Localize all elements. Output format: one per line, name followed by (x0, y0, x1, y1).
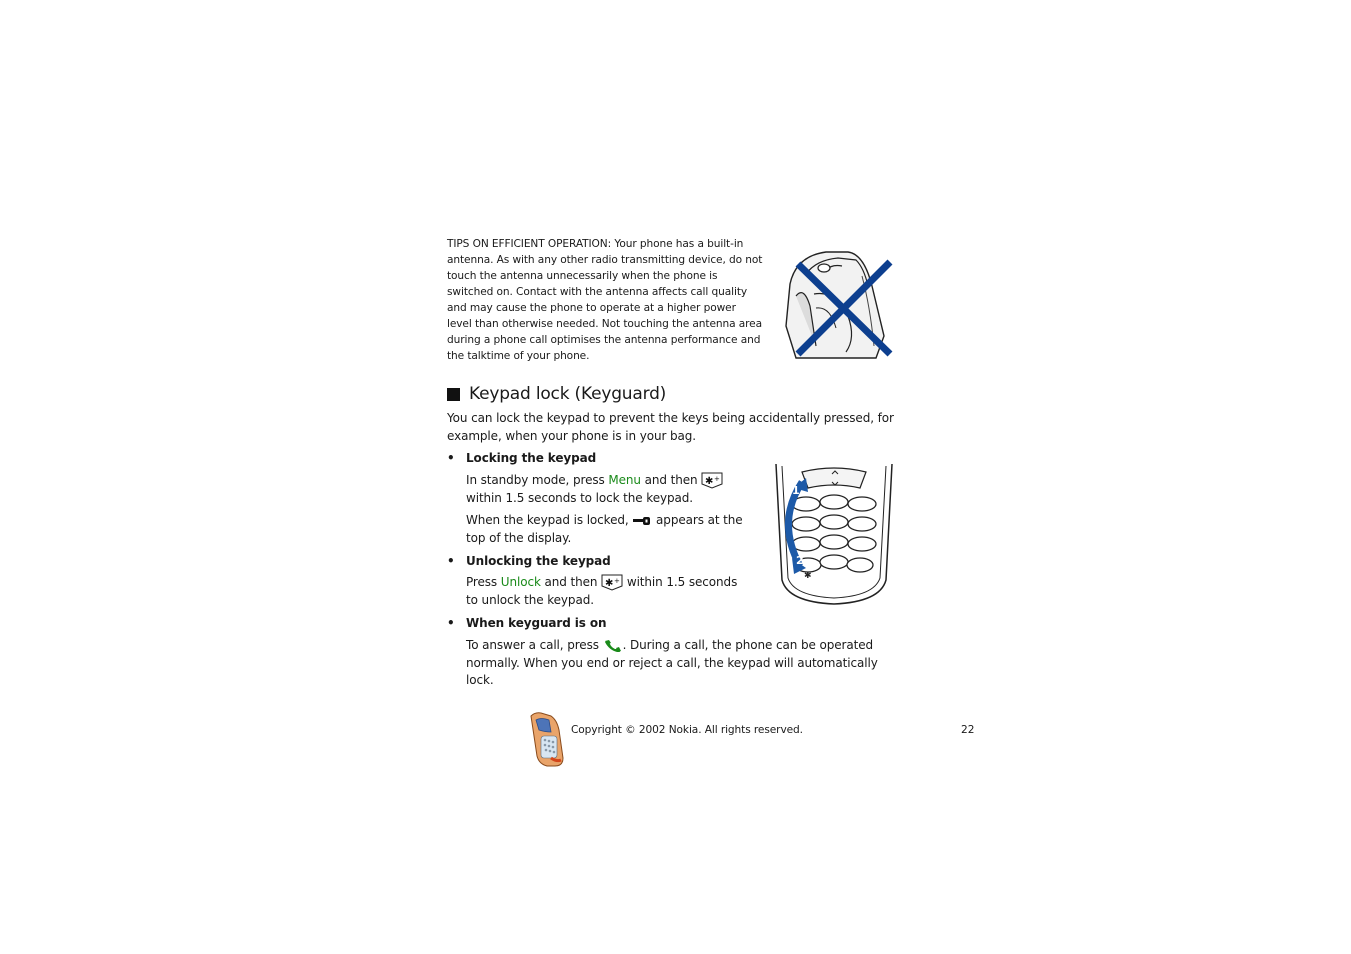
keyguard-on-instruction: To answer a call, press . During a call, the phone can be operated normally. When you end or reject a call, the keypad will automatically lock. (466, 638, 878, 687)
step-2-label: 2 (796, 554, 804, 567)
unlock-softkey-label: Unlock (500, 575, 541, 589)
bullet-keyguard-on: • When keyguard is on (447, 616, 607, 630)
section-intro: You can lock the keypad to prevent the keys being accidentally pressed, for example, when your phone is in your bag. (447, 411, 894, 443)
svg-text:✱: ✱ (605, 578, 614, 589)
copyright-notice: Copyright © 2002 Nokia. All rights reserved. (571, 724, 803, 736)
step-1-label: 1 (792, 484, 800, 497)
unlocking-instruction: Press Unlock and then ✱ + within 1.5 seconds to unlock the keypad. (466, 575, 738, 607)
bullet-unlocking: • Unlocking the keypad (447, 554, 611, 568)
locking-instruction: In standby mode, press Menu and then ✱ + within 1.5 seconds to lock the keypad. (466, 472, 751, 507)
menu-softkey-label: Menu (608, 473, 641, 487)
nokia-phone-logo (527, 710, 565, 768)
locked-indicator-note: When the keypad is locked, appears at the top of the display. (466, 513, 743, 545)
svg-text:✱: ✱ (705, 476, 714, 487)
call-key-icon (603, 639, 623, 653)
bullet-locking: • Locking the keypad (447, 451, 597, 465)
svg-text:+: + (614, 577, 620, 585)
section-heading (447, 381, 666, 407)
keyguard-on-title: When keyguard is on (466, 616, 607, 630)
page-number: 22 (961, 724, 975, 736)
heading-bullet-square (447, 388, 460, 401)
keypad-lock-illustration (772, 460, 896, 608)
locking-title: Locking the keypad (466, 451, 597, 465)
tips-paragraph: TIPS ON EFFICIENT OPERATION: Your phone has a built-in antenna. As with any other radio transmitting device, do not touch the antenna unnecessarily when the phone is switched on. Contact with the antenna affects call quality and may cause the phone to operate at a higher power level than otherwise needed. Not touching the antenna area during a phone call optimises the antenna performance and the talktime of your phone. (447, 238, 763, 362)
svg-text:+: + (714, 475, 721, 483)
unlocking-title: Unlocking the keypad (466, 554, 611, 568)
svg-text:✱: ✱ (804, 571, 812, 581)
star-key-icon (701, 472, 723, 489)
star-key-icon (601, 574, 623, 591)
antenna-no-touch-illustration (776, 246, 900, 370)
section-title: Keypad lock (Keyguard) (469, 384, 667, 404)
key-lock-icon (632, 516, 652, 526)
